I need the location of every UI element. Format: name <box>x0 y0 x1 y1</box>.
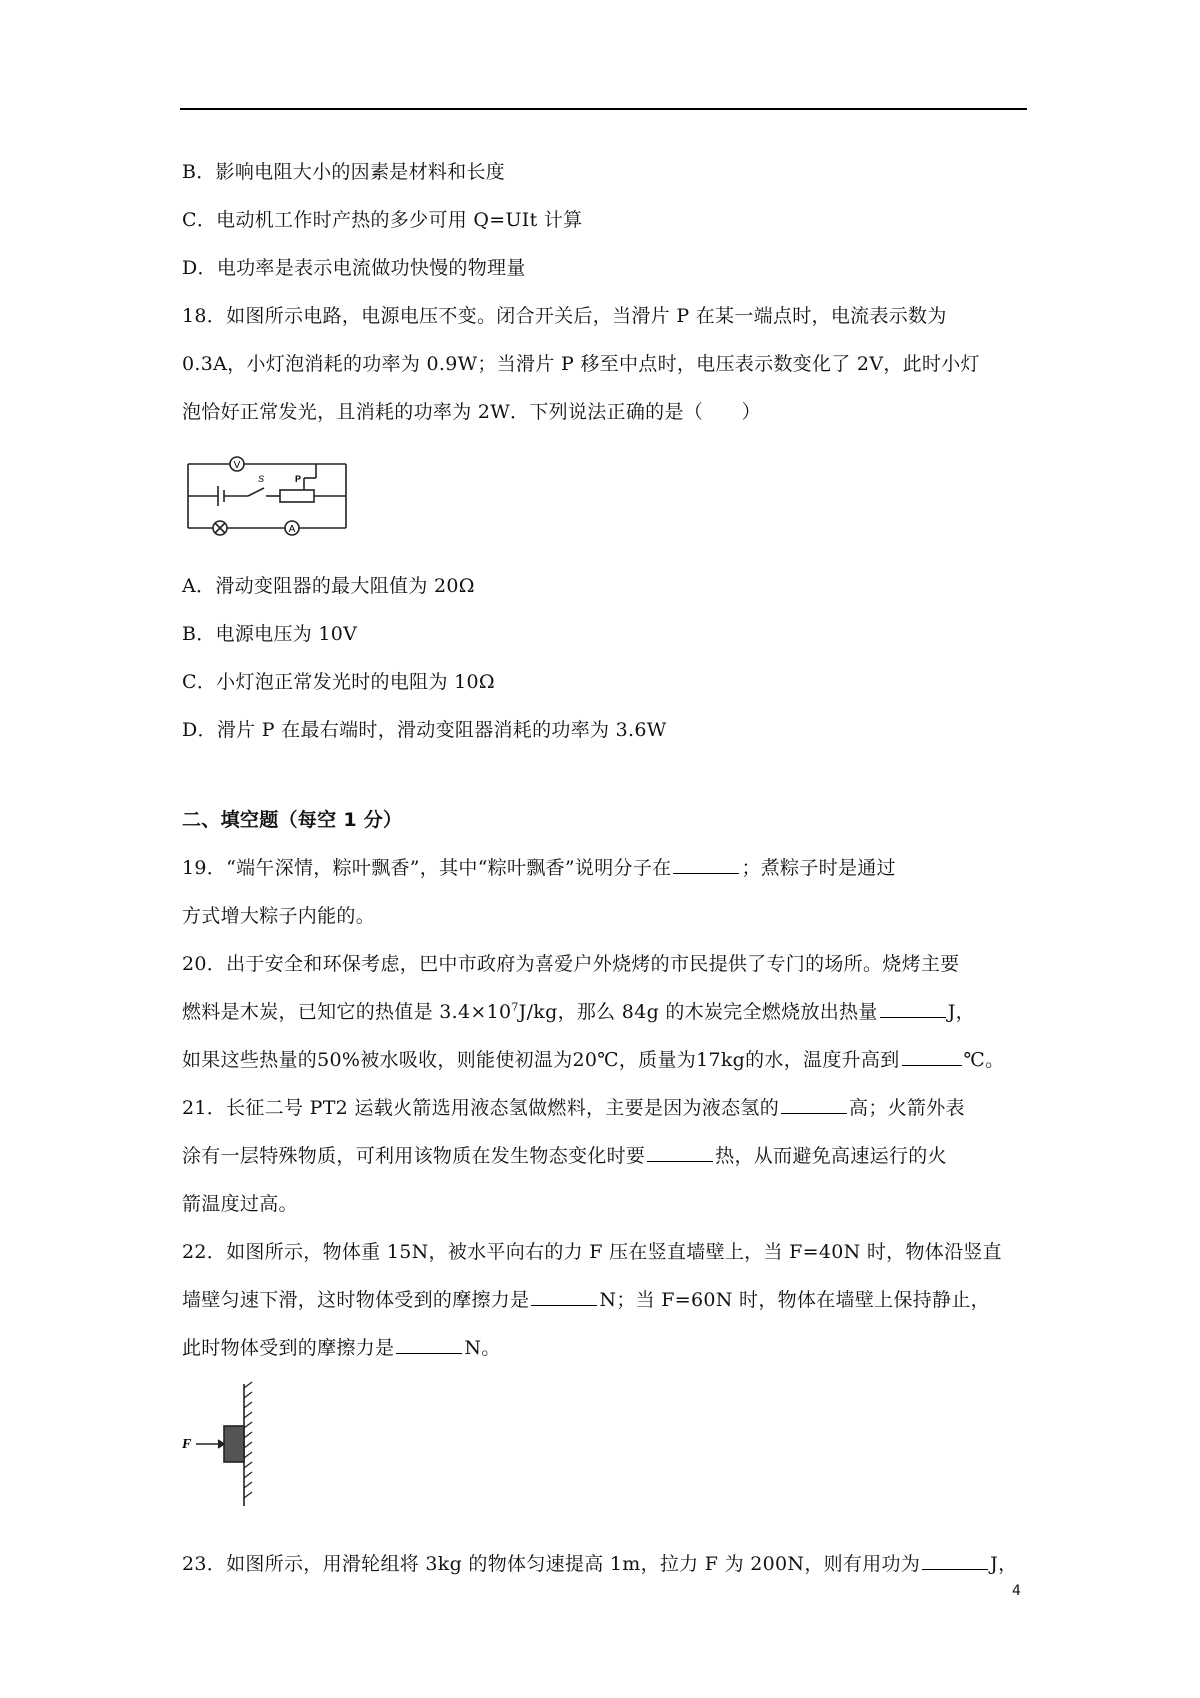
q21-line1 <box>182 1096 965 1120</box>
switch-label: S <box>258 474 265 484</box>
q22-line3 <box>182 1336 501 1360</box>
q18-option-a: A．滑动变阻器的最大阻值为 20Ω <box>182 575 475 597</box>
q22-line2 <box>182 1288 990 1312</box>
section-heading: 二、填空题（每空 1 分） <box>182 809 403 831</box>
q19-text-pre: 19．“端午深情，粽叶飘香”，其中“粽叶飘香”说明分子在 <box>182 857 672 879</box>
q21-text-pre: 21．长征二号 PT2 运载火箭选用液态氢做燃料，主要是因为液态氢的 <box>182 1097 780 1119</box>
q20-line1: 20．出于安全和环保考虑，巴中市政府为喜爱户外烧烤的市民提供了专门的场所。烧烤主要 <box>182 953 960 975</box>
answer-blank[interactable] <box>902 1064 962 1066</box>
q21-line3: 箭温度过高。 <box>182 1193 298 1215</box>
q20-exponent: 7 <box>511 1000 519 1014</box>
q20-line2 <box>182 1000 975 1024</box>
q20-text-mid: J/kg，那么 84g 的木炭完全燃烧放出热量 <box>518 1001 878 1023</box>
ammeter-label: A <box>288 524 296 535</box>
q18-line2: 0.3A，小灯泡消耗的功率为 0.9W；当滑片 P 移至中点时，电压表示数变化了 2V，此时小灯 <box>182 353 980 375</box>
q20-text-pre: 燃料是木炭，已知它的热值是 3.4×10 <box>182 1001 512 1023</box>
q18-line1: 18．如图所示电路，电源电压不变。闭合开关后，当滑片 P 在某一端点时，电流表示数为 <box>182 305 947 327</box>
q18-option-d: D．滑片 P 在最右端时，滑动变阻器消耗的功率为 3.6W <box>182 719 667 741</box>
option-c-prev: C．电动机工作时产热的多少可用 Q=UIt 计算 <box>182 209 583 231</box>
q23-line1 <box>182 1552 1017 1576</box>
q20-text-post2: ℃。 <box>963 1049 1005 1071</box>
circuit-diagram <box>180 446 355 542</box>
answer-blank[interactable] <box>880 1016 946 1018</box>
q19-text-post: ；煮粽子时是通过 <box>741 857 896 879</box>
q20-text-post: J， <box>947 1001 975 1023</box>
q21-text-post: 高；火箭外表 <box>849 1097 965 1119</box>
q23-text-post: J， <box>990 1553 1018 1575</box>
q18-option-b: B．电源电压为 10V <box>182 623 358 645</box>
q22-line1: 22．如图所示，物体重 15N，被水平向右的力 F 压在竖直墙壁上，当 F=40N 时，物体沿竖直 <box>182 1241 1002 1263</box>
answer-blank[interactable] <box>531 1304 597 1306</box>
q22-text-post2: N。 <box>464 1337 501 1359</box>
slider-label: P <box>295 474 302 484</box>
q22-text-pre: 墙壁匀速下滑，这时物体受到的摩擦力是 <box>182 1289 530 1311</box>
q19-line1 <box>182 856 896 880</box>
option-b-prev: B．影响电阻大小的因素是材料和长度 <box>182 161 506 183</box>
q19-line2: 方式增大粽子内能的。 <box>182 905 376 927</box>
answer-blank[interactable] <box>781 1112 847 1114</box>
q21-line2 <box>182 1144 947 1168</box>
wall-block-figure <box>182 1380 262 1510</box>
q23-text-pre: 23．如图所示，用滑轮组将 3kg 的物体匀速提高 1m，拉力 F 为 200N，则有用功为 <box>182 1553 921 1575</box>
q18-option-c: C．小灯泡正常发光时的电阻为 10Ω <box>182 671 495 693</box>
answer-blank[interactable] <box>396 1352 462 1354</box>
option-d-prev: D．电功率是表示电流做功快慢的物理量 <box>182 257 526 279</box>
answer-blank[interactable] <box>673 872 739 874</box>
q21-text-post2: 热，从而避免高速运行的火 <box>715 1145 947 1167</box>
q18-line3: 泡恰好正常发光，且消耗的功率为 2W．下列说法正确的是（ ） <box>182 401 761 423</box>
q21-text-pre2: 涂有一层特殊物质，可利用该物质在发生物态变化时要 <box>182 1145 646 1167</box>
voltmeter-label: V <box>233 460 241 471</box>
q22-text-post: N；当 F=60N 时，物体在墙壁上保持静止， <box>599 1289 990 1311</box>
q20-text-pre2: 如果这些热量的50%被水吸收，则能使初温为20℃，质量为17kg的水，温度升高到 <box>182 1049 900 1071</box>
q22-text-pre2: 此时物体受到的摩擦力是 <box>182 1337 395 1359</box>
answer-blank[interactable] <box>922 1568 988 1570</box>
header-rule <box>180 108 1027 110</box>
q20-line3 <box>182 1048 1004 1072</box>
page-number: 4 <box>1012 1583 1021 1599</box>
answer-blank[interactable] <box>647 1160 713 1162</box>
force-label: F <box>182 1437 192 1452</box>
